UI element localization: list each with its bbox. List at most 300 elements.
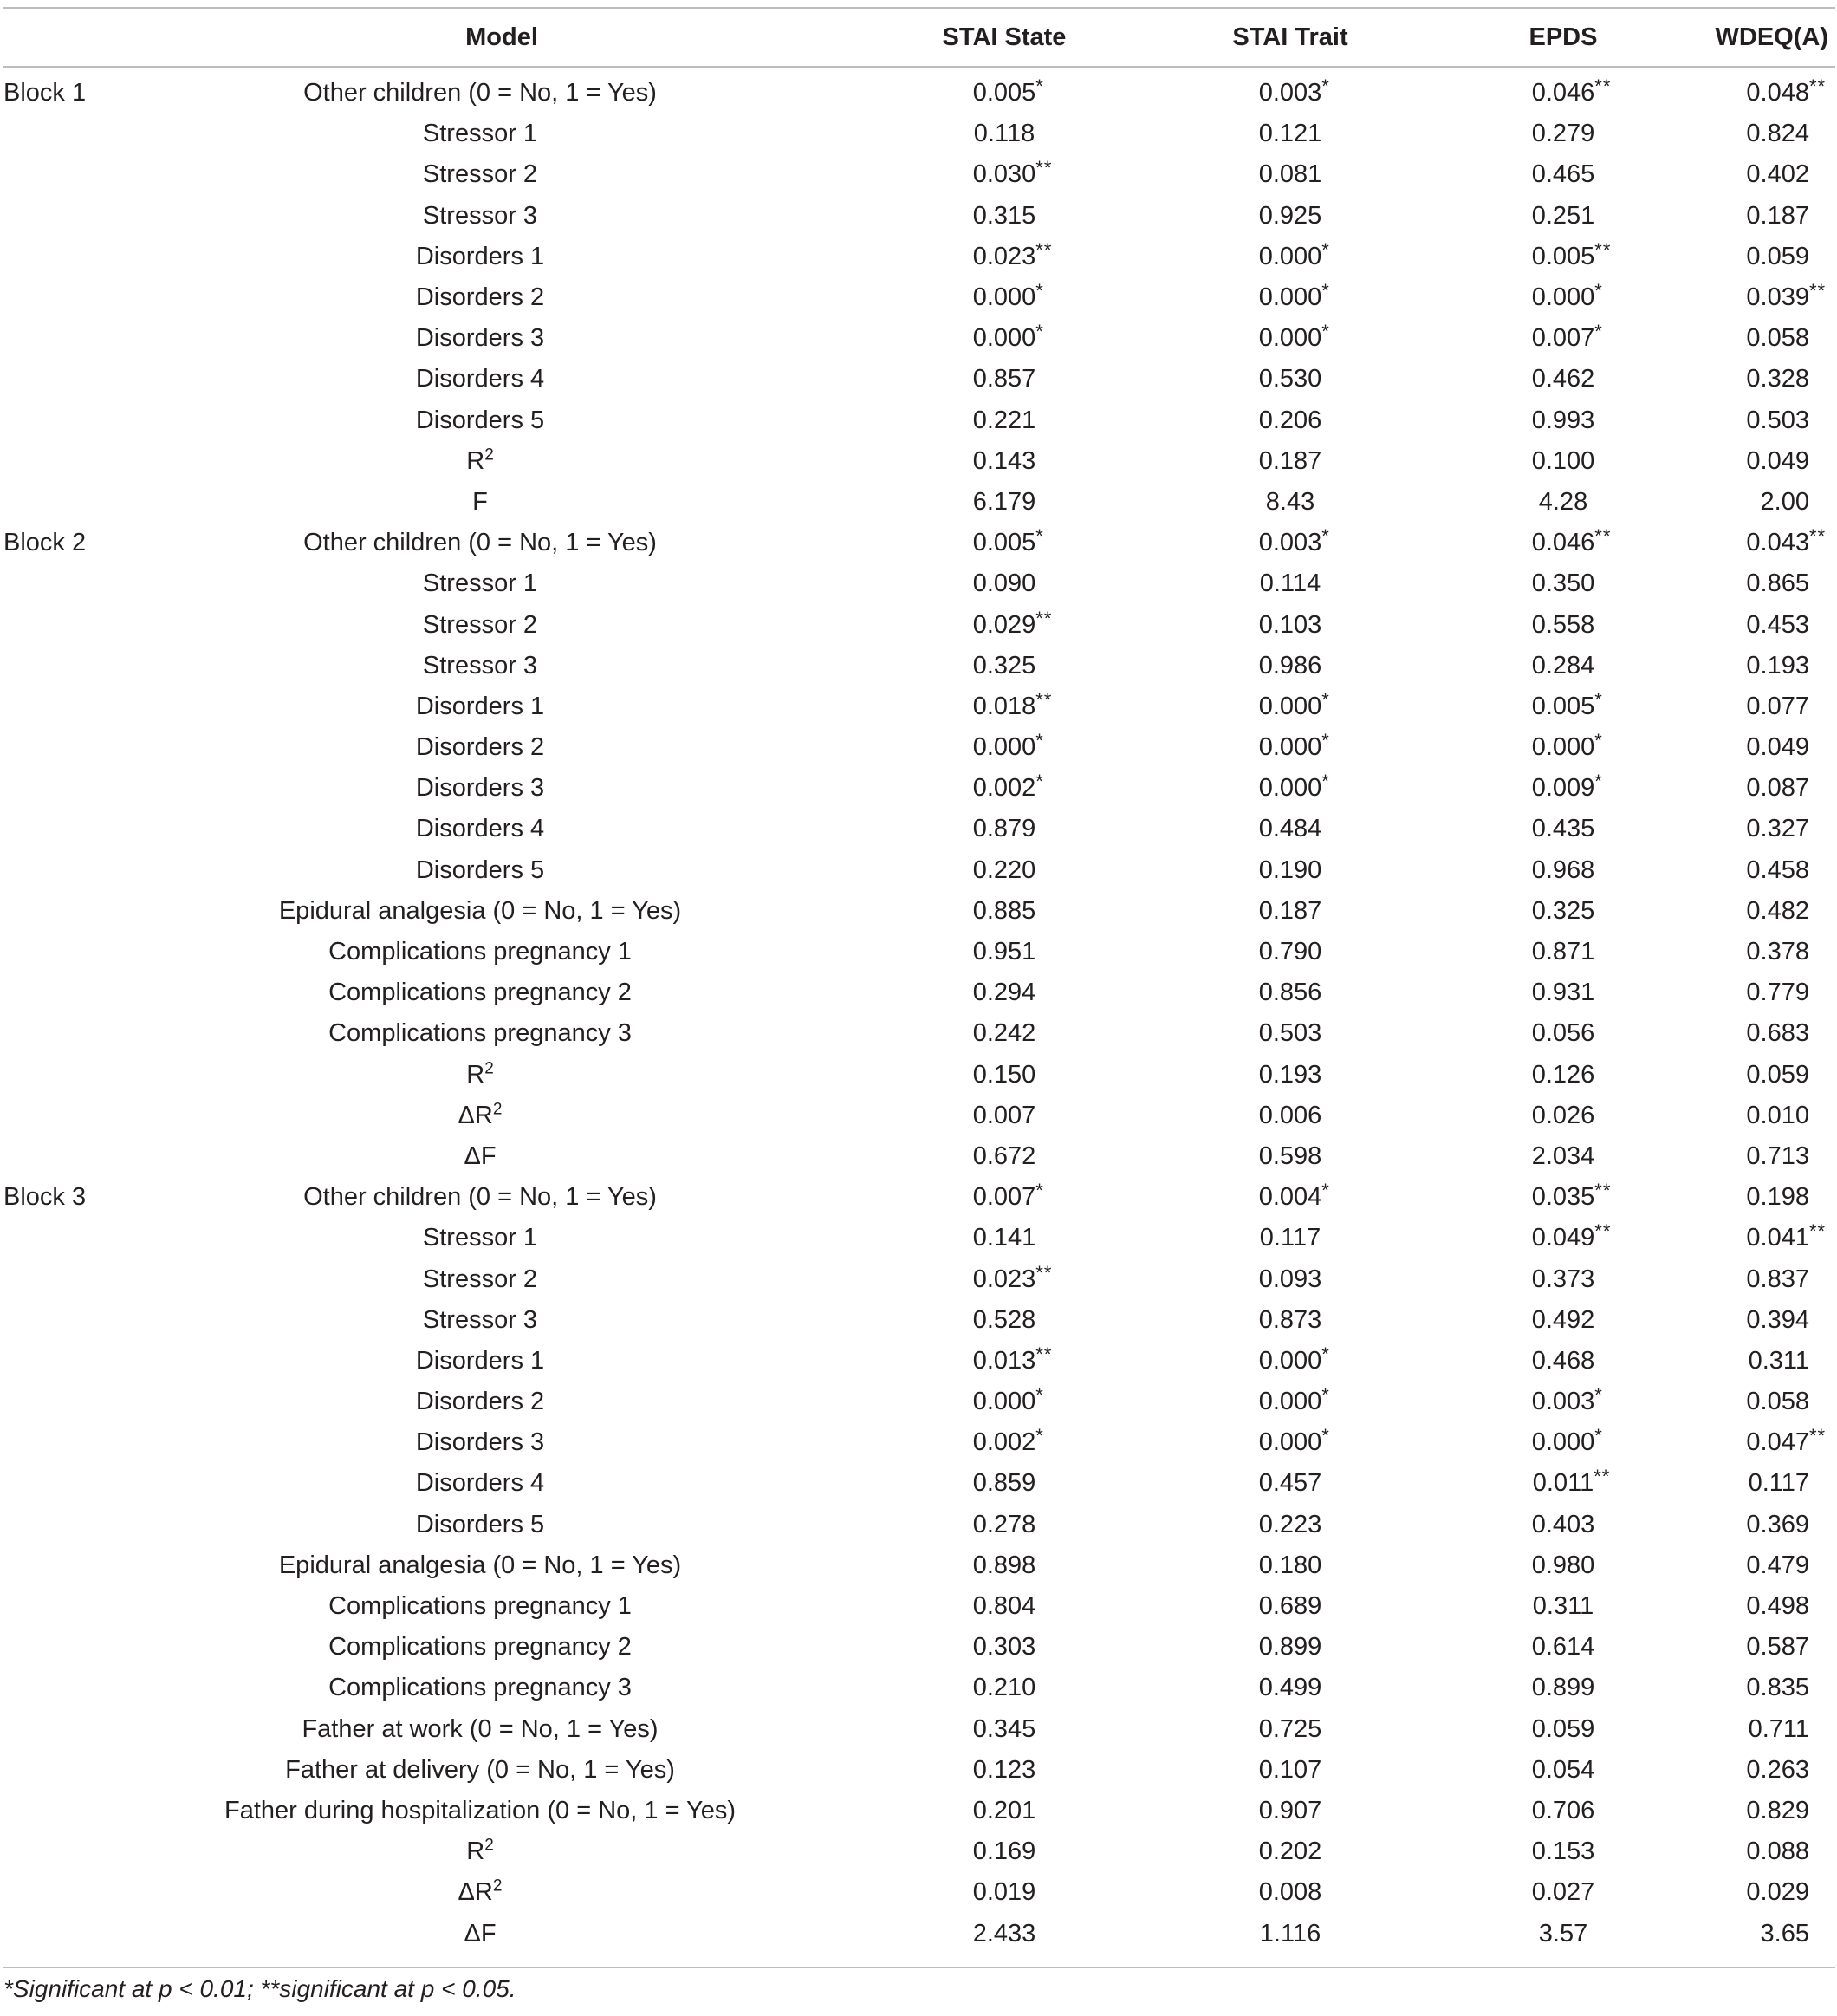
table-row xyxy=(3,1586,1835,1627)
row-block-label xyxy=(3,1627,142,1668)
value-text-wrapper xyxy=(1531,280,1603,312)
row-variable xyxy=(142,604,861,645)
cell-value xyxy=(1147,932,1433,972)
cell-value xyxy=(861,1422,1147,1463)
value-number: 0.000 xyxy=(1258,1388,1322,1416)
cell-value xyxy=(1693,1218,1835,1258)
significance-marker: * xyxy=(1321,1384,1330,1407)
value-text-wrapper xyxy=(973,202,1036,231)
value-text-wrapper xyxy=(1746,733,1809,762)
variable-superscript: 2 xyxy=(484,445,494,465)
cell-value xyxy=(1433,1055,1693,1096)
row-block-label xyxy=(3,1831,142,1872)
value-text-wrapper xyxy=(973,1715,1036,1744)
value-text-wrapper xyxy=(1749,1347,1809,1375)
value-text-wrapper xyxy=(1531,238,1612,271)
value-text-wrapper xyxy=(1746,1511,1809,1539)
value-number: 0.614 xyxy=(1531,1633,1595,1662)
table-row xyxy=(3,196,1835,237)
value-number: 0.087 xyxy=(1746,774,1809,803)
table-row xyxy=(3,1545,1835,1586)
value-text-wrapper xyxy=(1746,160,1809,189)
value-text-wrapper xyxy=(1746,1797,1809,1825)
value-text-wrapper xyxy=(1532,1061,1595,1089)
value-text-wrapper xyxy=(1746,447,1809,476)
row-variable xyxy=(142,154,861,195)
cell-value xyxy=(1693,1709,1835,1750)
row-block-label xyxy=(3,1300,142,1341)
cell-value xyxy=(1147,1791,1433,1831)
value-text-wrapper xyxy=(1531,321,1603,353)
value-text-wrapper xyxy=(1259,1551,1322,1580)
cell-value xyxy=(1147,1382,1433,1422)
row-variable xyxy=(142,1668,861,1708)
value-number: 0.713 xyxy=(1746,1141,1809,1170)
cell-value xyxy=(1147,1586,1433,1627)
cell-value xyxy=(861,1750,1147,1791)
value-number: 0.081 xyxy=(1258,160,1322,189)
cell-value xyxy=(1433,1258,1693,1299)
table-row xyxy=(3,1013,1835,1054)
cell-value xyxy=(1147,1136,1433,1177)
cell-value xyxy=(1433,563,1693,604)
value-text-wrapper xyxy=(973,1837,1036,1866)
value-text-wrapper xyxy=(973,1592,1036,1621)
row-variable xyxy=(142,646,861,686)
value-text-wrapper xyxy=(1260,1920,1321,1948)
value-text-wrapper xyxy=(973,1756,1036,1785)
value-text-wrapper xyxy=(1531,525,1612,557)
value-text-wrapper xyxy=(1746,1388,1809,1416)
cell-value xyxy=(1147,482,1433,523)
value-number: 0.373 xyxy=(1531,1265,1595,1293)
value-text-wrapper xyxy=(1259,1837,1322,1866)
value-number: 0.689 xyxy=(1258,1592,1322,1621)
table-row xyxy=(3,1096,1835,1136)
row-variable xyxy=(142,809,861,849)
value-text-wrapper xyxy=(1259,1102,1322,1130)
value-number: 0.019 xyxy=(972,1878,1036,1907)
cell-value xyxy=(1433,237,1693,277)
value-text-wrapper xyxy=(1258,1180,1330,1212)
significance-marker: * xyxy=(1321,238,1330,261)
value-number: 0.000 xyxy=(1258,692,1322,720)
row-variable xyxy=(142,1382,861,1422)
cell-value xyxy=(1433,196,1693,237)
value-number: 0.278 xyxy=(972,1510,1036,1538)
value-number: 0.000 xyxy=(1258,1346,1322,1375)
value-text-wrapper xyxy=(1259,979,1322,1007)
value-text-wrapper xyxy=(1266,488,1314,517)
value-number: 0.221 xyxy=(972,406,1036,434)
table-row xyxy=(3,1136,1835,1177)
value-text-wrapper xyxy=(972,730,1044,762)
variable-name: Other children (0 = No, 1 = Yes) xyxy=(303,79,657,107)
value-text-wrapper xyxy=(1532,1715,1595,1744)
cell-value xyxy=(1693,1505,1835,1545)
cell-value xyxy=(1147,1831,1433,1872)
bottom-rule xyxy=(3,1967,1835,1968)
value-text-wrapper xyxy=(973,447,1036,476)
cell-value xyxy=(1433,1177,1693,1218)
cell-value xyxy=(861,646,1147,686)
value-text-wrapper xyxy=(1746,406,1809,435)
value-text-wrapper xyxy=(1746,1425,1827,1457)
cell-value xyxy=(1147,1913,1433,1954)
variable-superscript: 2 xyxy=(492,1100,503,1119)
cell-value xyxy=(1693,809,1835,849)
cell-value xyxy=(1147,1422,1433,1463)
cell-value xyxy=(1147,237,1433,277)
value-number: 0.462 xyxy=(1531,365,1595,393)
value-text-wrapper xyxy=(1746,1142,1809,1171)
cell-value xyxy=(1693,686,1835,727)
value-text-wrapper xyxy=(1259,1592,1322,1621)
significance-marker: * xyxy=(1035,771,1044,793)
value-number: 0.000 xyxy=(1258,242,1322,270)
value-number: 0.284 xyxy=(1531,651,1595,680)
row-variable xyxy=(142,1258,861,1299)
value-number: 0.013 xyxy=(972,1346,1036,1375)
cell-value xyxy=(1693,523,1835,563)
cell-value xyxy=(1693,1422,1835,1463)
table-row xyxy=(3,154,1835,195)
value-number: 0.925 xyxy=(1258,201,1322,230)
value-number: 0.126 xyxy=(1531,1060,1595,1089)
value-number: 0.587 xyxy=(1746,1633,1809,1662)
cell-value xyxy=(861,1055,1147,1096)
row-variable xyxy=(142,1300,861,1341)
value-number: 0.026 xyxy=(1531,1101,1595,1129)
cell-value xyxy=(1433,1913,1693,1954)
cell-value xyxy=(1433,972,1693,1013)
value-number: 0.804 xyxy=(972,1592,1036,1621)
cell-value xyxy=(1433,482,1693,523)
variable-name: ΔR xyxy=(458,1101,493,1129)
cell-value xyxy=(1433,523,1693,563)
variable-name: Complications pregnancy 3 xyxy=(328,1674,632,1702)
value-number: 0.968 xyxy=(1531,855,1595,884)
value-number: 0.201 xyxy=(972,1796,1036,1824)
value-text-wrapper xyxy=(1532,979,1595,1007)
value-number: 0.143 xyxy=(972,446,1036,475)
value-number: 0.000 xyxy=(972,283,1036,312)
variable-name: Disorders 1 xyxy=(415,692,545,720)
variable-name: Disorders 3 xyxy=(415,774,545,803)
cell-value xyxy=(861,67,1147,114)
value-text-wrapper xyxy=(973,406,1036,435)
value-text-wrapper xyxy=(1746,1061,1809,1089)
value-number: 0.059 xyxy=(1746,242,1809,270)
significance-marker: * xyxy=(1321,1180,1330,1202)
cell-value xyxy=(1433,1831,1693,1872)
value-number: 0.479 xyxy=(1746,1551,1809,1579)
value-text-wrapper xyxy=(973,1797,1036,1825)
value-text-wrapper xyxy=(1532,1878,1595,1907)
table-row xyxy=(3,1791,1835,1831)
value-number: 0.007 xyxy=(972,1101,1036,1129)
table-row xyxy=(3,237,1835,277)
value-text-wrapper xyxy=(1531,75,1612,107)
value-text-wrapper xyxy=(1532,120,1595,148)
cell-value xyxy=(1693,1750,1835,1791)
cell-value xyxy=(1693,196,1835,237)
row-variable xyxy=(142,1545,861,1586)
value-text-wrapper xyxy=(972,238,1053,271)
value-number: 0.503 xyxy=(1258,1019,1322,1048)
significance-marker: * xyxy=(1321,771,1330,793)
value-text-wrapper xyxy=(1746,938,1809,966)
significance-marker: ** xyxy=(1594,1220,1612,1243)
value-text-wrapper xyxy=(1746,856,1809,885)
row-variable xyxy=(142,1136,861,1177)
cell-value xyxy=(1147,154,1433,195)
value-number: 0.030 xyxy=(972,160,1036,189)
significance-marker: ** xyxy=(1035,1261,1053,1284)
value-number: 0.011 xyxy=(1532,1469,1594,1498)
row-block-label xyxy=(3,1872,142,1913)
value-text-wrapper xyxy=(1532,1466,1611,1498)
value-text-wrapper xyxy=(1746,815,1809,843)
value-text-wrapper xyxy=(1259,1469,1322,1498)
significance-marker: ** xyxy=(1809,1425,1827,1447)
row-block-label xyxy=(3,809,142,849)
cell-value xyxy=(1693,1177,1835,1218)
significance-marker: * xyxy=(1035,1384,1044,1407)
row-block-label xyxy=(3,932,142,972)
header-wdeq: WDEQ(A) xyxy=(1715,23,1828,51)
table-row xyxy=(3,67,1835,114)
cell-value xyxy=(1693,482,1835,523)
value-number: 0.898 xyxy=(972,1551,1036,1579)
cell-value xyxy=(1147,1218,1433,1258)
cell-value xyxy=(1433,441,1693,482)
value-number: 0.180 xyxy=(1258,1551,1322,1579)
significance-marker: * xyxy=(1321,75,1330,98)
cell-value xyxy=(861,482,1147,523)
cell-value xyxy=(861,809,1147,849)
value-number: 0.047 xyxy=(1746,1428,1809,1457)
value-number: 0.885 xyxy=(972,896,1036,925)
variable-name: Stressor 2 xyxy=(422,610,538,639)
value-text-wrapper xyxy=(1259,1878,1322,1907)
row-block-label xyxy=(3,1218,142,1258)
value-text-wrapper xyxy=(1532,365,1595,393)
value-number: 0.435 xyxy=(1531,815,1595,843)
significance-marker: ** xyxy=(1035,607,1053,629)
value-number: 0.492 xyxy=(1531,1305,1595,1334)
header-epds: EPDS xyxy=(1529,23,1598,51)
value-text-wrapper xyxy=(973,938,1036,966)
value-number: 0.090 xyxy=(972,569,1036,598)
cell-value xyxy=(1433,1586,1693,1627)
header-stai-trait: STAI Trait xyxy=(1232,23,1348,51)
table-row xyxy=(3,563,1835,604)
variable-name: R xyxy=(466,446,485,475)
value-number: 0.117 xyxy=(1748,1469,1809,1498)
table-row xyxy=(3,1382,1835,1422)
value-text-wrapper xyxy=(1746,774,1809,803)
significance-marker: ** xyxy=(1594,1180,1612,1202)
significance-marker: * xyxy=(1594,280,1603,302)
value-number: 0.056 xyxy=(1531,1019,1595,1048)
cell-value xyxy=(1693,1586,1835,1627)
significance-marker: * xyxy=(1321,730,1330,752)
table-row xyxy=(3,441,1835,482)
variable-name: Disorders 1 xyxy=(415,1346,545,1375)
row-variable xyxy=(142,114,861,154)
value-text-wrapper xyxy=(1258,75,1330,107)
row-block-label xyxy=(3,1463,142,1504)
cell-value xyxy=(1433,1300,1693,1341)
variable-name: Disorders 5 xyxy=(415,1510,545,1538)
row-block-label xyxy=(3,196,142,237)
value-text-wrapper xyxy=(1259,1633,1322,1662)
value-number: 0.829 xyxy=(1746,1796,1809,1824)
cell-value xyxy=(1433,1668,1693,1708)
cell-value xyxy=(1433,1382,1693,1422)
table-row xyxy=(3,1463,1835,1504)
cell-value xyxy=(1433,1341,1693,1382)
cell-value xyxy=(861,1177,1147,1218)
value-number: 0.114 xyxy=(1259,569,1321,598)
row-block-label xyxy=(3,1258,142,1299)
cell-value xyxy=(1147,1872,1433,1913)
variable-name: Stressor 2 xyxy=(422,1265,538,1293)
value-number: 0.009 xyxy=(1531,774,1595,803)
variable-name: Disorders 5 xyxy=(415,406,545,434)
value-text-wrapper xyxy=(973,897,1036,926)
cell-value xyxy=(1147,1709,1433,1750)
cell-value xyxy=(861,768,1147,809)
cell-value xyxy=(1147,1013,1433,1054)
value-number: 0.000 xyxy=(1258,733,1322,762)
row-block-label xyxy=(3,114,142,154)
value-text-wrapper xyxy=(1531,1384,1603,1416)
value-text-wrapper xyxy=(1746,280,1827,312)
cell-value xyxy=(1433,604,1693,645)
value-text-wrapper xyxy=(1539,488,1587,517)
cell-value xyxy=(861,1096,1147,1136)
row-variable xyxy=(142,1422,861,1463)
cell-value xyxy=(1433,114,1693,154)
cell-value xyxy=(1147,1300,1433,1341)
table-row xyxy=(3,1258,1835,1299)
value-text-wrapper xyxy=(1258,1343,1330,1375)
value-text-wrapper xyxy=(1761,488,1809,517)
row-variable xyxy=(142,1505,861,1545)
cell-value xyxy=(861,850,1147,891)
row-variable xyxy=(142,1831,861,1872)
cell-value xyxy=(1693,114,1835,154)
cell-value xyxy=(1433,154,1693,195)
value-text-wrapper xyxy=(1532,1142,1595,1171)
cell-value xyxy=(1693,604,1835,645)
significance-marker: ** xyxy=(1594,1466,1611,1488)
value-number: 0.000 xyxy=(1258,1428,1322,1457)
cell-value xyxy=(1693,932,1835,972)
significance-marker: * xyxy=(1321,1425,1330,1447)
value-number: 0.824 xyxy=(1746,120,1809,148)
table-row xyxy=(3,1627,1835,1668)
value-number: 0.482 xyxy=(1746,896,1809,925)
row-variable xyxy=(142,1341,861,1382)
value-number: 0.004 xyxy=(1258,1183,1322,1212)
table-row xyxy=(3,114,1835,154)
value-text-wrapper xyxy=(972,1384,1044,1416)
significance-marker: * xyxy=(1594,1384,1603,1407)
value-number: 0.835 xyxy=(1746,1674,1809,1702)
value-text-wrapper xyxy=(1259,1715,1322,1744)
variable-name: Epidural analgesia (0 = No, 1 = Yes) xyxy=(278,1551,682,1579)
cell-value xyxy=(861,277,1147,318)
value-number: 0.790 xyxy=(1258,938,1322,966)
significance-marker: ** xyxy=(1594,525,1612,548)
value-number: 2.034 xyxy=(1531,1141,1595,1170)
value-text-wrapper xyxy=(1259,856,1322,885)
value-number: 0.035 xyxy=(1531,1183,1595,1212)
cell-value xyxy=(1693,972,1835,1013)
value-text-wrapper xyxy=(1532,569,1595,598)
row-variable xyxy=(142,400,861,441)
variable-superscript: 2 xyxy=(492,1876,503,1896)
value-text-wrapper xyxy=(1532,1674,1595,1702)
value-number: 0.058 xyxy=(1746,324,1809,353)
value-number: 0.000 xyxy=(972,324,1036,353)
cell-value xyxy=(1433,1627,1693,1668)
table-row xyxy=(3,318,1835,359)
value-number: 0.223 xyxy=(1258,1510,1322,1538)
significance-marker: * xyxy=(1321,1343,1330,1365)
value-text-wrapper xyxy=(974,120,1035,148)
value-text-wrapper xyxy=(972,1425,1044,1457)
value-text-wrapper xyxy=(1746,525,1827,557)
value-text-wrapper xyxy=(1532,1551,1595,1580)
value-number: 0.993 xyxy=(1531,406,1595,434)
cell-value xyxy=(861,563,1147,604)
cell-value xyxy=(861,318,1147,359)
value-text-wrapper xyxy=(1258,321,1330,353)
value-text-wrapper xyxy=(1532,1756,1595,1785)
value-text-wrapper xyxy=(973,1306,1036,1335)
value-number: 0.498 xyxy=(1746,1592,1809,1621)
cell-value xyxy=(1433,1218,1693,1258)
value-number: 0.000 xyxy=(1531,283,1595,312)
value-number: 0.210 xyxy=(972,1674,1036,1702)
value-text-wrapper xyxy=(973,1142,1036,1171)
cell-value xyxy=(1147,1750,1433,1791)
table-row xyxy=(3,1831,1835,1872)
variable-name: Other children (0 = No, 1 = Yes) xyxy=(303,1183,657,1212)
row-variable xyxy=(142,1586,861,1627)
cell-value xyxy=(1147,850,1433,891)
row-variable xyxy=(142,1750,861,1791)
significance-marker: ** xyxy=(1035,238,1053,261)
value-number: 0.598 xyxy=(1258,1141,1322,1170)
row-block-label xyxy=(3,850,142,891)
cell-value xyxy=(1693,1300,1835,1341)
value-number: 0.077 xyxy=(1746,692,1809,720)
value-number: 0.465 xyxy=(1531,160,1595,189)
value-text-wrapper xyxy=(972,688,1053,721)
value-number: 0.048 xyxy=(1746,79,1809,107)
variable-name: Disorders 5 xyxy=(415,855,545,884)
value-number: 0.458 xyxy=(1746,855,1809,884)
cell-value xyxy=(861,1505,1147,1545)
value-number: 0.303 xyxy=(972,1633,1036,1662)
table-row xyxy=(3,1300,1835,1341)
value-number: 0.857 xyxy=(972,365,1036,393)
